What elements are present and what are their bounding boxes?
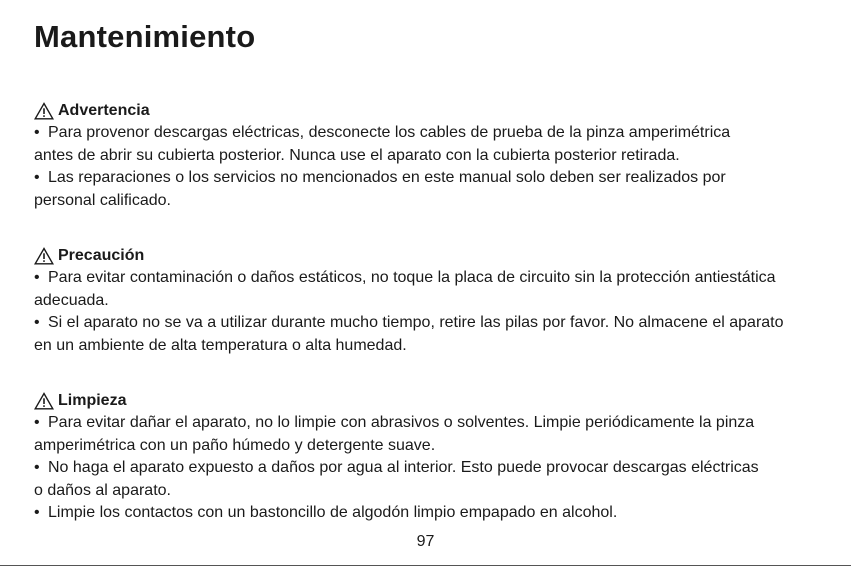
list-item bbox=[34, 457, 834, 502]
section-heading-text: Precaución bbox=[58, 247, 145, 264]
list-item-line: o daños al aparato. bbox=[34, 481, 171, 499]
bullet: • bbox=[34, 459, 40, 476]
bullet: • bbox=[34, 269, 40, 286]
list-item bbox=[34, 412, 834, 457]
list-item bbox=[34, 267, 834, 312]
section-limpieza bbox=[34, 390, 834, 525]
list-item-line: Si el aparato no se va a utilizar durante mucho tiempo, retire las pilas por favor. No almacene el aparato bbox=[48, 314, 784, 331]
bullet: • bbox=[34, 314, 40, 331]
bullet: • bbox=[34, 504, 40, 521]
list-item-line: amperimétrica con un paño húmedo y detergente suave. bbox=[34, 436, 436, 454]
list-item bbox=[34, 122, 834, 167]
list-item bbox=[34, 502, 834, 525]
list-item bbox=[34, 312, 834, 357]
bullet: • bbox=[34, 169, 40, 186]
section-heading bbox=[34, 245, 834, 267]
section-heading bbox=[34, 390, 834, 412]
list-item-line: Limpie los contactos con un bastoncillo de algodón limpio empapado en alcohol. bbox=[48, 504, 618, 521]
page-number: 97 bbox=[416, 533, 435, 550]
section-advertencia bbox=[34, 100, 834, 212]
list-item bbox=[34, 167, 834, 212]
list-item-line: en un ambiente de alta temperatura o alta humedad. bbox=[34, 336, 407, 354]
warning-triangle-icon bbox=[34, 102, 54, 120]
list-item-line: Las reparaciones o los servicios no mencionados en este manual solo deben ser realizados por bbox=[48, 169, 726, 186]
bullet: • bbox=[34, 414, 40, 431]
list-item-line: Para provenor descargas eléctricas, desconecte los cables de prueba de la pinza amperimétrica bbox=[48, 124, 731, 141]
section-heading bbox=[34, 100, 834, 122]
bottom-divider bbox=[0, 565, 851, 566]
document-page bbox=[34, 18, 834, 525]
section-heading-text: Limpieza bbox=[58, 392, 127, 409]
list-item-line: adecuada. bbox=[34, 291, 109, 309]
bullet: • bbox=[34, 124, 40, 141]
warning-triangle-icon bbox=[34, 247, 54, 265]
section-precaucion bbox=[34, 245, 834, 357]
list-item-line: personal calificado. bbox=[34, 191, 171, 209]
section-heading-text: Advertencia bbox=[58, 102, 150, 119]
list-item-line: antes de abrir su cubierta posterior. Nunca use el aparato con la cubierta posterior retirada. bbox=[34, 146, 680, 164]
list-item-line: No haga el aparato expuesto a daños por agua al interior. Esto puede provocar descargas eléctricas bbox=[48, 459, 759, 476]
list-item-line: Para evitar contaminación o daños estáticos, no toque la placa de circuito sin la protección antiestática bbox=[48, 269, 776, 286]
page-title: Mantenimiento bbox=[34, 19, 256, 54]
warning-triangle-icon bbox=[34, 392, 54, 410]
list-item-line: Para evitar dañar el aparato, no lo limpie con abrasivos o solventes. Limpie periódicamente la pinza bbox=[48, 414, 755, 431]
